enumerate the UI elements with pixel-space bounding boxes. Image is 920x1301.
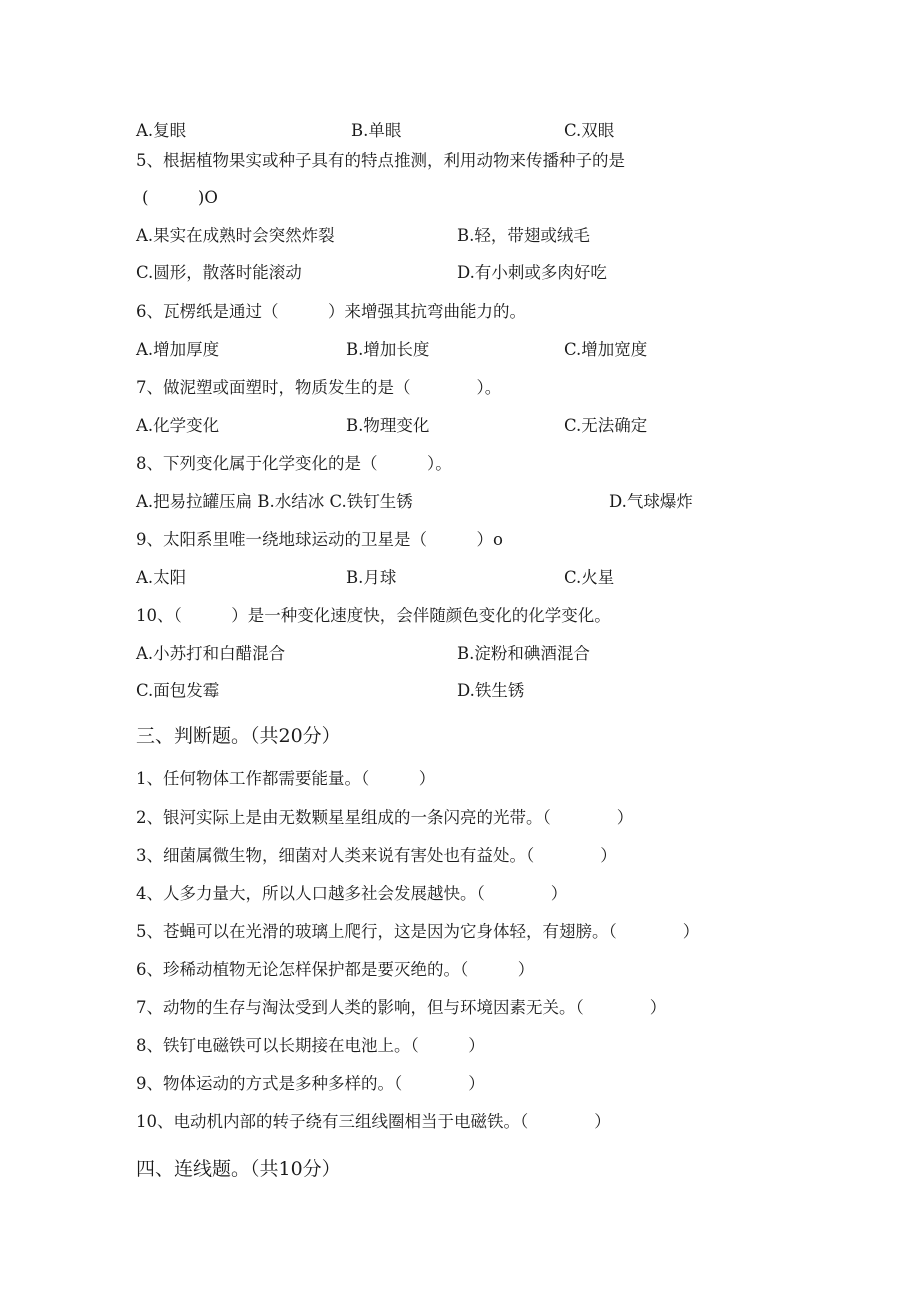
q8-stem: 8、下列变化属于化学变化的是（ ）。: [136, 454, 452, 473]
section3-title: 三、判断题。（共20分）: [136, 725, 341, 747]
q9-option-a: A.太阳: [136, 568, 187, 587]
q9-option-c: C.火星: [564, 568, 615, 587]
section3-item-6: 6、珍稀动植物无论怎样保护都是要灭绝的。（ ）: [136, 960, 535, 979]
q8-options-abc: A.把易拉罐压扁 B.水结冰 C.铁钉生锈: [136, 492, 413, 511]
q7-stem: 7、做泥塑或面塑时，物质发生的是（ ）。: [136, 378, 502, 397]
q6-stem: 6、瓦楞纸是通过（ ）来增强其抗弯曲能力的。: [136, 302, 526, 321]
q5-option-c: C.圆形，散落时能滚动: [136, 263, 302, 282]
q4-option-b: B.单眼: [351, 121, 402, 140]
q7-option-c: C.无法确定: [564, 416, 648, 435]
section3-item-5: 5、苍蝇可以在光滑的玻璃上爬行，这是因为它身体轻，有翅膀。（ ）: [136, 922, 700, 941]
section3-item-4: 4、人多力量大，所以人口越多社会发展越快。（ ）: [136, 884, 568, 903]
q6-option-c: C.增加宽度: [564, 340, 648, 359]
q5-stem-cont: ( )O: [142, 188, 218, 207]
q10-option-a: A.小苏打和白醋混合: [136, 644, 286, 663]
q10-option-b: B.淀粉和碘酒混合: [457, 644, 590, 663]
q4-option-c: C.双眼: [564, 121, 615, 140]
q5-stem: 5、根据植物果实或种子具有的特点推测，利用动物来传播种子的是: [136, 151, 625, 170]
section3-item-9: 9、物体运动的方式是多种多样的。（ ）: [136, 1074, 485, 1093]
section3-item-10: 10、电动机内部的转子绕有三组线圈相当于电磁铁。（ ）: [136, 1112, 611, 1131]
q6-option-a: A.增加厚度: [136, 340, 220, 359]
section3-item-7: 7、动物的生存与淘汰受到人类的影响，但与环境因素无关。（ ）: [136, 998, 667, 1017]
section3-item-3: 3、细菌属微生物，细菌对人类来说有害处也有益处。（ ）: [136, 846, 617, 865]
q5-option-b: B.轻，带翅或绒毛: [457, 226, 590, 245]
q10-option-d: D.铁生锈: [457, 681, 525, 700]
q5-option-d: D.有小刺或多肉好吃: [457, 263, 607, 282]
q9-stem: 9、太阳系里唯一绕地球运动的卫星是（ ）o: [136, 530, 503, 549]
q5-option-a: A.果实在成熟时会突然炸裂: [136, 226, 335, 245]
q9-option-b: B.月球: [346, 568, 397, 587]
q4-option-a: A.复眼: [136, 121, 187, 140]
q7-option-a: A.化学变化: [136, 416, 220, 435]
q10-option-c: C.面包发霉: [136, 681, 220, 700]
q7-option-b: B.物理变化: [346, 416, 430, 435]
section3-item-8: 8、铁钉电磁铁可以长期接在电池上。（ ）: [136, 1036, 485, 1055]
section3-item-2: 2、银河实际上是由无数颗星星组成的一条闪亮的光带。（ ）: [136, 808, 634, 827]
section4-title: 四、连线题。（共10分）: [136, 1158, 341, 1180]
section3-item-1: 1、任何物体工作都需要能量。（ ）: [136, 769, 436, 788]
q10-stem: 10、（ ）是一种变化速度快，会伴随颜色变化的化学变化。: [136, 606, 611, 625]
q6-option-b: B.增加长度: [346, 340, 430, 359]
q8-option-d: D.气球爆炸: [609, 492, 693, 511]
